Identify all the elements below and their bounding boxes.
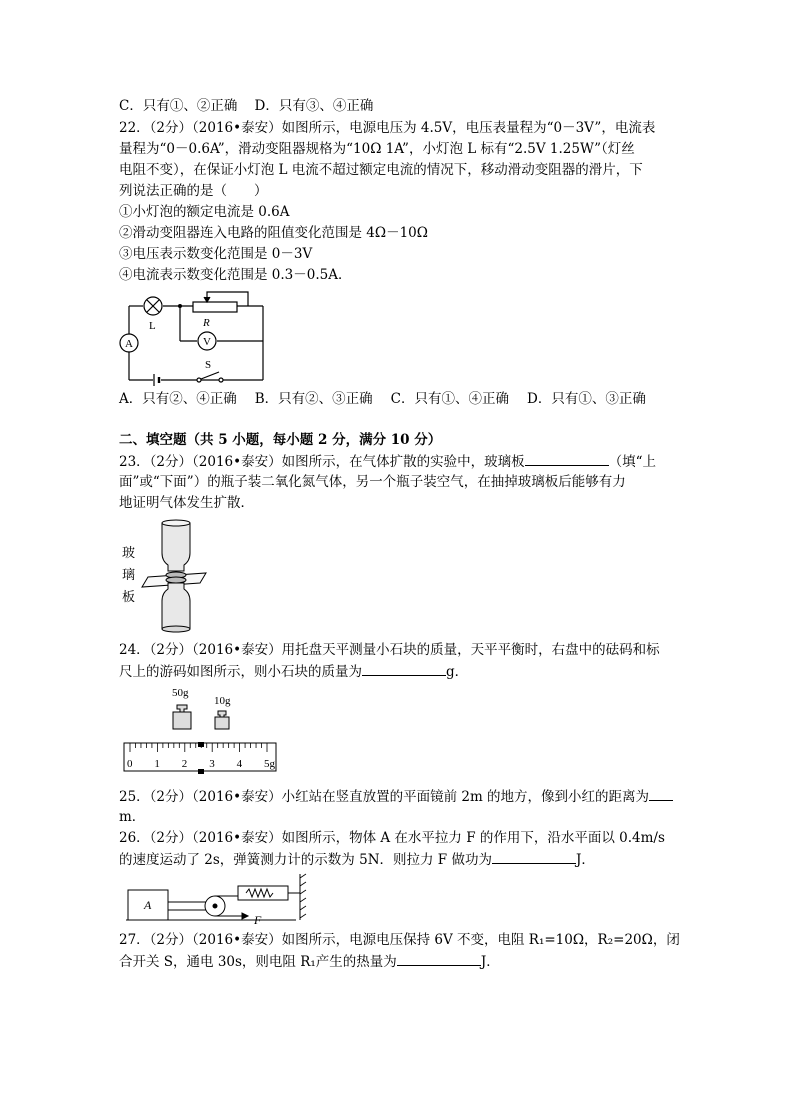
label-char-2: 璃: [122, 567, 136, 582]
block-label: A: [144, 898, 152, 912]
q22-option-d: D．只有①、③正确: [527, 391, 646, 407]
q24-line2: [119, 661, 468, 682]
weight-10g-label: 10g: [214, 695, 231, 707]
scale-tick-label: 2: [181, 758, 188, 770]
q27-text-a: 合开关 S，通电 30s，则电阻 R₁产生的热量为: [119, 954, 397, 970]
weight-50g-label: 50g: [172, 687, 189, 699]
label-char-3: 板: [122, 589, 136, 604]
scale-tick-label: 5g: [264, 758, 275, 770]
q25-text: 25．（2分）（2016•泰安）小红站在竖直放置的平面镜前 2m 的地方，像到小红的距离为: [119, 789, 650, 805]
q23-text-b: （填“上: [608, 454, 656, 470]
scale-tick-label: 0: [127, 758, 133, 770]
q24-line1: 24．（2分）（2016•泰安）用托盘天平测量小石块的质量，天平平衡时，右盘中的砝码和标: [119, 642, 660, 658]
lamp-label: L: [149, 320, 156, 332]
q22-option-b: B．只有②、③正确: [254, 391, 373, 407]
q26-text-a: 的速度运动了 2s，弹簧测力计的示数为 5N．则拉力 F 做功为: [119, 852, 492, 868]
q26-text-b: J．: [575, 852, 595, 868]
switch-label: S: [205, 359, 212, 371]
q26-line2: [119, 849, 595, 870]
scale-tick-label: 3: [209, 758, 215, 770]
q25-line2: m．: [119, 809, 146, 825]
q23-line1: [119, 451, 656, 472]
q23-bottles-figure: [118, 517, 228, 637]
q26-line1: 26．（2分）（2016•泰安）如图所示，物体 A 在水平拉力 F 的作用下，沿水平面以 0.4m/s: [119, 830, 665, 846]
q25-line1: [119, 786, 673, 807]
section-title: 二、填空题（共 5 小题，每小题 2 分，满分 10 分）: [119, 432, 442, 448]
q22-options: [119, 389, 646, 409]
q27-answer-blank: [397, 951, 481, 966]
q27-text-b: J．: [480, 954, 500, 970]
resistor-label: R: [203, 317, 210, 329]
rider-marker-top: [198, 742, 204, 747]
q22-statement-4: ④电流表示数变化范围是 0.3－0.5A．: [119, 267, 352, 283]
q23-text-a: 23．（2分）（2016•泰安）如图所示，在气体扩散的实验中，玻璃板: [119, 454, 525, 470]
q23-line3: 地证明气体发生扩散．: [119, 495, 254, 511]
q21-options: [119, 96, 373, 116]
force-label: F: [254, 913, 262, 927]
label-char-1: 玻: [122, 545, 136, 560]
q22-statement-1: ①小灯泡的额定电流是 0.6A: [119, 204, 290, 220]
scale-tick-label: 4: [236, 758, 243, 770]
q25-answer-blank: [649, 786, 673, 801]
q22-option-c: C．只有①、④正确: [390, 391, 510, 407]
rider-marker-bottom: [198, 769, 204, 774]
q22-option-a: A．只有②、④正确: [119, 391, 237, 407]
q22-statement-3: ③电压表示数变化范围是 0－3V: [119, 246, 313, 262]
q22-circuit-diagram: [115, 288, 275, 388]
q26-pulley-figure: [120, 872, 320, 926]
q24-text-b: g．: [446, 664, 469, 680]
q27-line2: [119, 951, 500, 972]
ammeter-label: A: [125, 338, 133, 350]
q24-text-a: 尺上的游码如图所示，则小石块的质量为: [119, 664, 362, 680]
q22-line2: 量程为“0－0.6A”，滑动变阻器规格为“10Ω 1A”，小灯泡 L 标有“2.5V 1.25W”（灯丝: [119, 141, 635, 157]
q26-answer-blank: [492, 849, 576, 864]
q22-statement-2: ②滑动变阻器连入电路的阻值变化范围是 4Ω－10Ω: [119, 225, 428, 241]
q27-line1: 27．（2分）（2016•泰安）如图所示，电源电压保持 6V 不变，电阻 R₁=10Ω，R₂=20Ω，闭: [119, 932, 680, 948]
q22-line1: 22．（2分）（2016•泰安）如图所示，电源电压为 4.5V，电压表量程为“0－3V”，电流表: [119, 120, 656, 136]
voltmeter-label: V: [203, 336, 211, 348]
q22-line4: 列说法正确的是（ ）: [119, 183, 268, 199]
q21-option-c: C．只有①、②正确: [119, 98, 238, 114]
q24-balance-figure: [120, 685, 280, 777]
q23-answer-blank: [525, 451, 609, 466]
scale-tick-label: 1: [154, 758, 160, 770]
q24-answer-blank: [362, 661, 446, 676]
q22-line3: 电阻不变），在保证小灯泡 L 电流不超过额定电流的情况下，移动滑动变阻器的滑片，下: [119, 162, 643, 178]
q23-line2: 面”或“下面”）的瓶子装二氧化氮气体，另一个瓶子装空气，在抽掉玻璃板后能够有力: [119, 474, 626, 490]
q21-option-d: D．只有③、④正确: [254, 98, 374, 114]
